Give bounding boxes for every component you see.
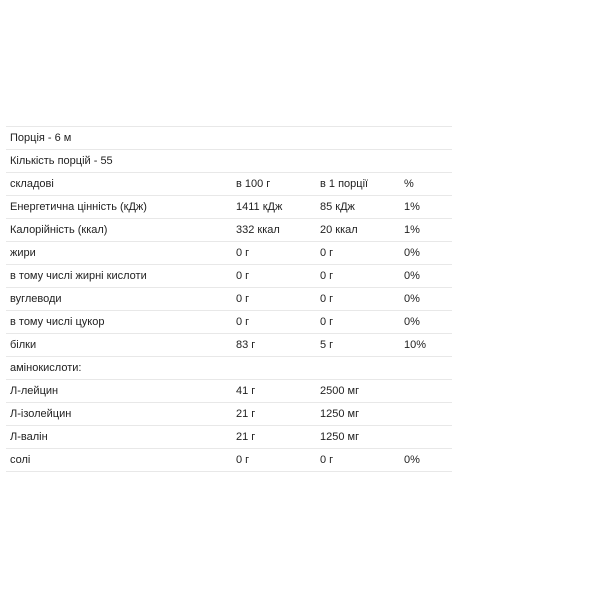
- table-row: [6, 219, 452, 242]
- value-per-serving: 20 ккал: [316, 219, 400, 242]
- value-per-serving: 1250 мг: [316, 403, 400, 426]
- value-percent: [400, 426, 452, 449]
- value-per-serving: 5 г: [316, 334, 400, 357]
- nutrient-name: Енергетична цінність (кДж): [6, 196, 232, 219]
- value-per-100g: 21 г: [232, 426, 316, 449]
- value-per-serving: 0 г: [316, 449, 400, 472]
- value-per-serving: 0 г: [316, 242, 400, 265]
- value-per-100g: 0 г: [232, 449, 316, 472]
- value-per-100g: 0 г: [232, 265, 316, 288]
- value-per-100g: [232, 357, 316, 380]
- portion-row: [6, 127, 452, 150]
- value-percent: 10%: [400, 334, 452, 357]
- value-percent: 0%: [400, 265, 452, 288]
- nutrient-name: Калорійність (ккал): [6, 219, 232, 242]
- table-row: [6, 403, 452, 426]
- table-row: [6, 357, 452, 380]
- value-per-serving: 0 г: [316, 265, 400, 288]
- nutrient-name: Л-валін: [6, 426, 232, 449]
- value-per-serving: [316, 357, 400, 380]
- portion-text: Порція - 6 м: [6, 127, 452, 150]
- table-row: [6, 334, 452, 357]
- value-percent: [400, 380, 452, 403]
- value-per-100g: 0 г: [232, 288, 316, 311]
- value-per-100g: 1411 кДж: [232, 196, 316, 219]
- nutrient-name: солі: [6, 449, 232, 472]
- value-per-100g: 21 г: [232, 403, 316, 426]
- header-per-100g: в 100 г: [232, 173, 316, 196]
- nutrient-name: жири: [6, 242, 232, 265]
- nutrition-table: [6, 126, 452, 472]
- value-percent: 1%: [400, 196, 452, 219]
- value-percent: 0%: [400, 449, 452, 472]
- table-row: [6, 380, 452, 403]
- servings-text: Кількість порцій - 55: [6, 150, 452, 173]
- nutrient-name: Л-ізолейцин: [6, 403, 232, 426]
- value-percent: [400, 403, 452, 426]
- nutrition-table-body: [6, 127, 452, 472]
- header-row: [6, 173, 452, 196]
- value-percent: 0%: [400, 242, 452, 265]
- nutrient-name: в тому числі цукор: [6, 311, 232, 334]
- table-row: [6, 265, 452, 288]
- header-per-serving: в 1 порції: [316, 173, 400, 196]
- table-row: [6, 242, 452, 265]
- table-row: [6, 426, 452, 449]
- value-per-100g: 83 г: [232, 334, 316, 357]
- servings-row: [6, 150, 452, 173]
- value-per-serving: 1250 мг: [316, 426, 400, 449]
- header-name: складові: [6, 173, 232, 196]
- value-per-serving: 2500 мг: [316, 380, 400, 403]
- table-row: [6, 449, 452, 472]
- table-row: [6, 196, 452, 219]
- header-percent: %: [400, 173, 452, 196]
- value-percent: 0%: [400, 311, 452, 334]
- nutrient-name: білки: [6, 334, 232, 357]
- value-per-serving: 0 г: [316, 288, 400, 311]
- nutrient-name: вуглеводи: [6, 288, 232, 311]
- value-percent: [400, 357, 452, 380]
- value-percent: 0%: [400, 288, 452, 311]
- value-per-100g: 0 г: [232, 311, 316, 334]
- value-per-100g: 0 г: [232, 242, 316, 265]
- value-per-serving: 0 г: [316, 311, 400, 334]
- value-per-100g: 332 ккал: [232, 219, 316, 242]
- nutrient-name: Л-лейцин: [6, 380, 232, 403]
- nutrient-name: амінокислоти:: [6, 357, 232, 380]
- table-row: [6, 311, 452, 334]
- table-row: [6, 288, 452, 311]
- value-percent: 1%: [400, 219, 452, 242]
- nutrient-name: в тому числі жирні кислоти: [6, 265, 232, 288]
- value-per-serving: 85 кДж: [316, 196, 400, 219]
- value-per-100g: 41 г: [232, 380, 316, 403]
